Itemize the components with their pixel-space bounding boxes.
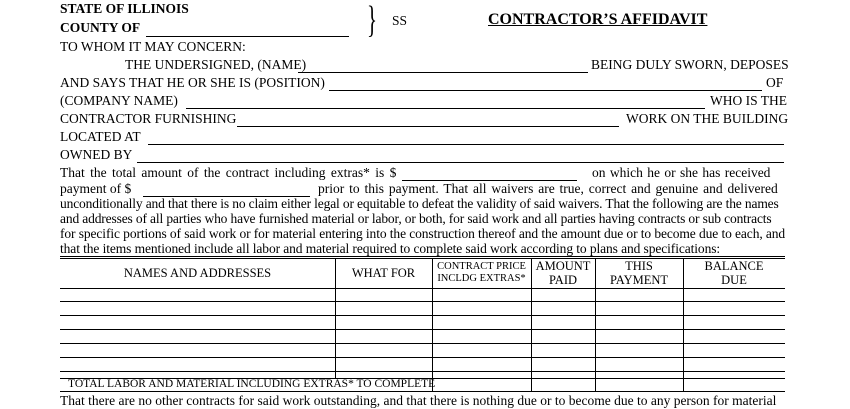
paragraph-line-3: unconditionally and that there is no claim either legal or equitable to defeat the validity of said waivers. That the following are the names: [60, 196, 779, 211]
company-field[interactable]: [186, 108, 705, 109]
col-balance-header-1: BALANCE: [704, 259, 764, 273]
ss-label: SS: [392, 13, 408, 28]
county-label: COUNTY OF: [60, 20, 141, 35]
work-on-label: WORK ON THE BUILDING: [626, 111, 789, 126]
total-label: TOTAL LABOR AND MATERIAL INCLUDING EXTRAS* TO COMPLETE: [68, 378, 436, 390]
owned-label: OWNED BY: [60, 147, 133, 162]
furnishing-field[interactable]: [237, 126, 619, 127]
who-is-label: WHO IS THE: [710, 93, 787, 108]
col-contract-header-2: INCLDG EXTRAS*: [437, 273, 526, 284]
col-what-for-header: WHAT FOR: [351, 266, 416, 280]
col-amount-header-1: AMOUNT: [535, 259, 591, 273]
brace-symbol: }: [367, 0, 378, 41]
paragraph-line-6: that the items mentioned include all labor and material required to complete said work according to plans and specifications:: [60, 241, 721, 256]
state-label: STATE OF ILLINOIS: [60, 1, 189, 16]
company-label: (COMPANY NAME): [60, 93, 178, 108]
col-this-header-2: PAYMENT: [609, 273, 669, 287]
position-field[interactable]: [329, 90, 762, 91]
prior-payment-text: prior to this payment. That all waivers are true, correct and genuine and delivered: [318, 181, 778, 196]
contractor-label: CONTRACTOR FURNISHING: [60, 111, 237, 126]
payment-of-text: payment of $: [60, 181, 132, 196]
col-this-header-1: THIS: [625, 259, 653, 273]
of-label: OF: [766, 75, 784, 90]
col-contract-header-1: CONTRACT PRICE: [437, 261, 526, 272]
col-balance-header-2: DUE: [721, 273, 747, 287]
owned-field[interactable]: [137, 162, 784, 163]
to-whom-label: TO WHOM IT MAY CONCERN:: [60, 39, 246, 54]
county-field[interactable]: [146, 36, 349, 37]
col-names-header: NAMES AND ADDRESSES: [123, 266, 272, 280]
paragraph-line-4: and addresses of all parties who have furnished material or labor, or both, for said work and all parties having contracts or sub contracts: [60, 211, 772, 226]
paragraph-line-5: for specific portions of said work or for material entering into the construction thereof and the amount due or to become due to each, and: [60, 226, 786, 241]
col-amount-header-2: PAID: [548, 273, 578, 287]
undersigned-label: THE UNDERSIGNED, (NAME): [125, 57, 307, 72]
position-label: AND SAYS THAT HE OR SHE IS (POSITION): [60, 75, 325, 90]
received-text: on which he or she has received: [592, 165, 771, 180]
footer-cutoff-text: That there are no other contracts for said work outstanding, and that there is nothing due or to become due to any person for material: [60, 393, 777, 408]
located-field[interactable]: [148, 144, 784, 145]
page-title: CONTRACTOR’S AFFIDAVIT: [488, 11, 708, 28]
being-sworn-label: BEING DULY SWORN, DEPOSES: [591, 57, 789, 72]
contract-amount-text: That the total amount of the contract including extras* is $: [60, 165, 397, 180]
name-field[interactable]: [298, 72, 588, 73]
located-label: LOCATED AT: [60, 129, 141, 144]
